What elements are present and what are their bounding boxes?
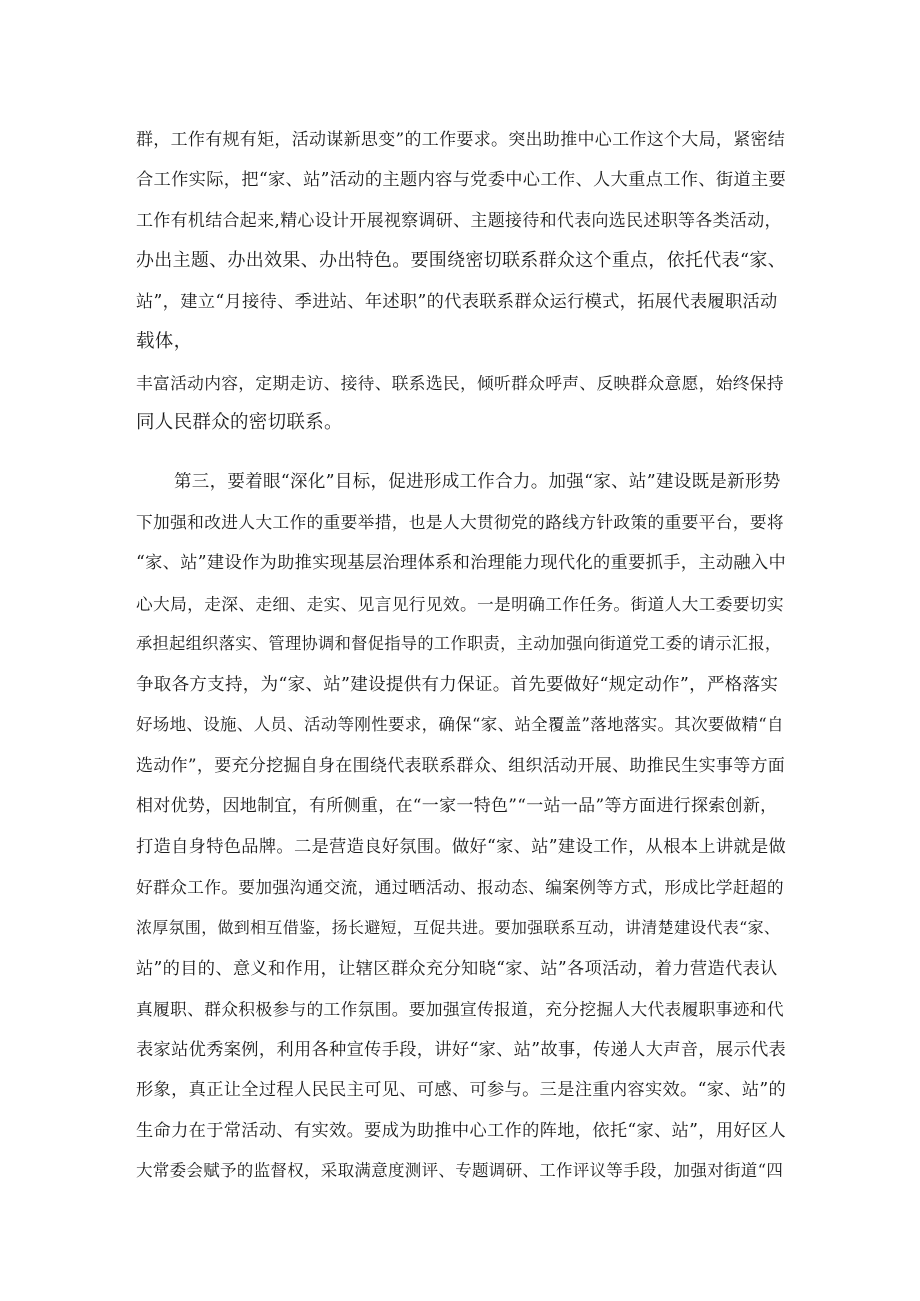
text-line: 承担起组织落实、管理协调和督促指导的工作职责，主动加强向街道党工委的请示汇报， <box>136 634 782 653</box>
text-line: 丰富活动内容，定期走访、接待、联系选民，倾听群众呼声、反映群众意愿，始终保持 <box>136 373 784 393</box>
text-line: 形象，真正让全过程人民民主可见、可感、可参与。三是注重内容实效。“家、站”的 <box>136 1080 787 1100</box>
text-line: 心大局，走深、走细、走实、见言见行见效。一是明确工作任务。街道人大工委要切实 <box>136 594 784 614</box>
paragraph-first-line: 第三，要着眼“深化”目标，促进形成工作合力。加强“家、站”建设既是新形势 <box>174 472 781 492</box>
text-line: 浓厚氛围，做到相互借鉴，扬长避短，互促共进。要加强联系互动，讲清楚建设代表“家、 <box>136 918 781 937</box>
text-line: 打造自身特色品牌。二是营造良好氛围。做好“家、站”建设工作，从根本上讲就是做 <box>136 837 787 857</box>
text-line: 站”的目的、意义和作用，让辖区群众充分知晓“家、站”各项活动，着力营造代表认 <box>136 959 778 979</box>
text-line: 选动作”，要充分挖掘自身在围绕代表联系群众、组织活动开展、助推民生实事等方面 <box>136 756 786 776</box>
text-line: 合工作实际，把“家、站”活动的主题内容与党委中心工作、人大重点工作、街道主要 <box>136 170 787 190</box>
text-line: 真履职、群众积极参与的工作氛围。要加强宣传报道，充分挖掘人大代表履职事迹和代 <box>136 999 784 1019</box>
text-line: 群，工作有规有矩，活动谋新思变”的工作要求。突出助推中心工作这个大局，紧密结 <box>136 130 786 150</box>
text-line: 生命力在于常活动、有实效。要成为助推中心工作的阵地，依托“家、站”，用好区人 <box>136 1121 787 1141</box>
text-line: 站”，建立“月接待、季进站、年述职”的代表联系群众运行模式，拓展代表履职活动 <box>136 292 778 312</box>
text-line: 好群众工作。要加强沟通交流，通过晒活动、报动态、编案例等方式，形成比学赶超的 <box>136 877 784 897</box>
text-line: 工作有机结合起来,精心设计开展视察调研、主题接待和代表向选民述职等各类活动， <box>136 211 782 231</box>
text-line: 相对优势，因地制宜，有所侧重，在“一家一特色”“一站一品”等方面进行探索创新， <box>136 796 778 816</box>
text-line: 载体， <box>136 331 193 352</box>
text-line: 办出主题、办出效果、办出特色。要围绕密切联系群众这个重点，依托代表“家、 <box>136 250 786 271</box>
text-line: 大常委会赋予的监督权，采取满意度测评、专题调研、工作评议等手段，加强对街道“四 <box>136 1161 784 1180</box>
text-line: 争取各方支持，为“家、站”建设提供有力保证。首先要做好“规定动作”，严格落实 <box>136 675 779 695</box>
text-line: 下加强和改进人大工作的重要举措，也是人大贯彻党的路线方针政策的重要平台，要将 <box>136 512 784 532</box>
text-line: 好场地、设施、人员、活动等刚性要求，确保“家、站全覆盖”落地落实。其次要做精“自 <box>136 715 784 734</box>
text-line: “家、站”建设作为助推实现基层治理体系和治理能力现代化的重要抓手，主动融入中 <box>136 553 787 573</box>
text-line: 同人民群众的密切联系。 <box>136 412 343 433</box>
text-line: 表家站优秀案例，利用各种宣传手段，讲好“家、站”故事，传递人大声音，展示代表 <box>136 1040 787 1060</box>
